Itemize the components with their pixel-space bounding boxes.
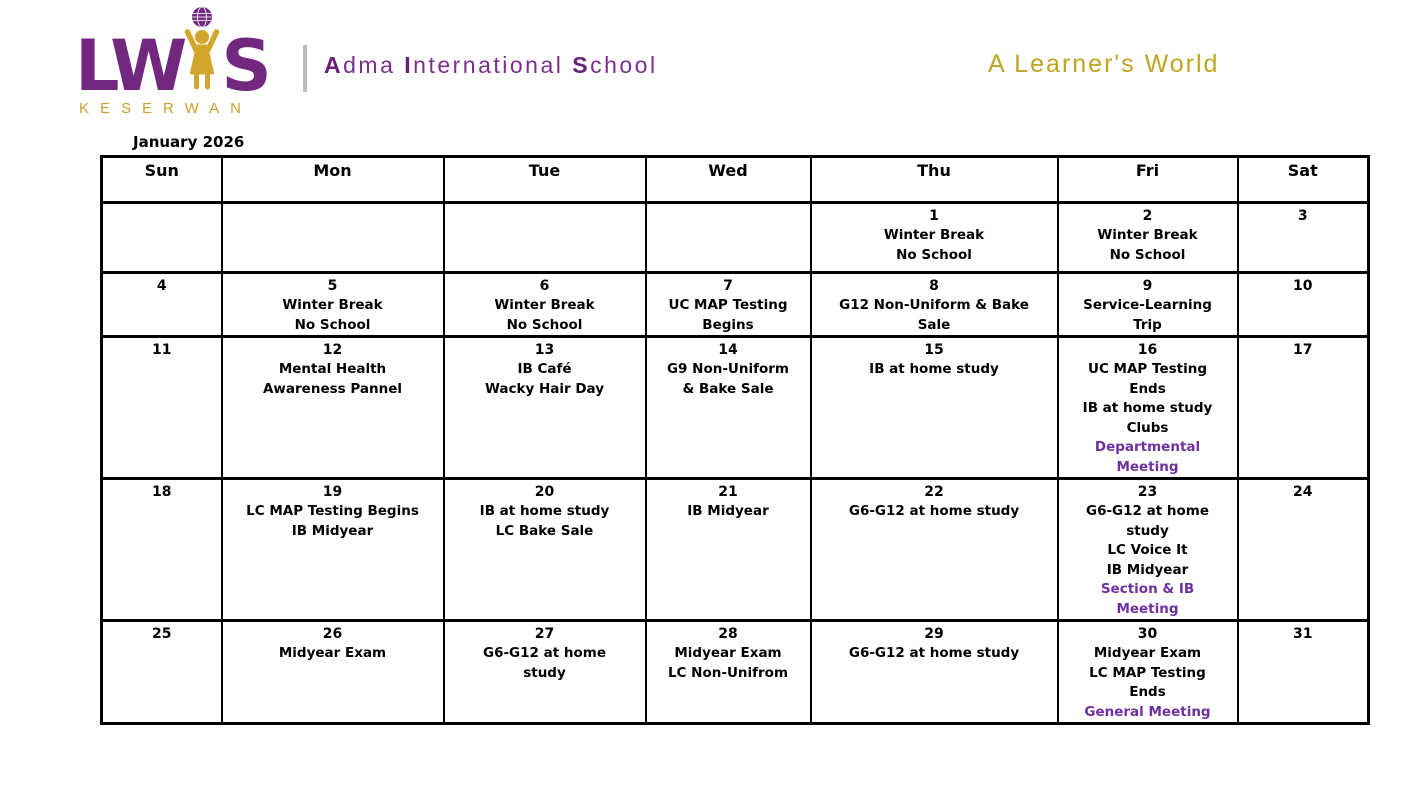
event-line: study [1126, 522, 1169, 539]
day-number: 5 [327, 278, 338, 294]
day-number: 21 [718, 484, 738, 500]
calendar-cell [222, 621, 444, 724]
meeting-event-line: Departmental [1094, 439, 1201, 455]
day-number: 27 [534, 626, 555, 642]
event-line: IB at home study [479, 503, 610, 519]
event-line: Midyear Exam [1093, 645, 1202, 661]
day-header-sun: Sun [102, 157, 222, 203]
event-line: Mental Health [278, 361, 387, 377]
event-line: IB Café [517, 361, 572, 377]
calendar-cell [646, 203, 811, 273]
event-line: LC MAP Testing [1089, 664, 1206, 681]
day-number: 18 [152, 484, 172, 500]
event-line: Service-Learning [1083, 297, 1212, 313]
event-line: Begins [702, 316, 754, 333]
event-line: IB Midyear [687, 503, 769, 519]
calendar-header-row [102, 157, 1369, 203]
day-number: 6 [539, 278, 550, 294]
calendar-cell [222, 337, 444, 479]
day-number: 24 [1293, 484, 1313, 500]
day-number: 8 [929, 278, 939, 294]
calendar-cell [102, 273, 222, 337]
calendar-cell [1058, 479, 1238, 621]
calendar-cell [444, 479, 646, 621]
event-line: G6-G12 at home [1085, 503, 1210, 519]
day-number: 30 [1137, 626, 1158, 642]
event-line: Wacky Hair Day [484, 380, 605, 397]
event-line: Winter Break [282, 297, 383, 313]
calendar-cell [811, 479, 1058, 621]
calendar-cell [811, 337, 1058, 479]
event-line: No School [1109, 246, 1186, 263]
calendar-cell [646, 273, 811, 337]
day-number: 4 [156, 278, 167, 294]
event-line: Sale [917, 316, 951, 333]
day-header-tue: Tue [444, 157, 646, 203]
day-number: 19 [322, 484, 343, 500]
day-number: 26 [322, 626, 343, 642]
event-line: Winter Break [494, 297, 595, 313]
event-line: UC MAP Testing [668, 297, 788, 313]
event-line: Trip [1133, 316, 1162, 333]
calendar-cell [102, 621, 222, 724]
event-line: LC Non-Unifrom [667, 664, 789, 681]
event-line: & Bake Sale [682, 380, 774, 397]
calendar-cell [102, 337, 222, 479]
day-number: 23 [1137, 484, 1158, 500]
day-number: 16 [1137, 342, 1158, 358]
event-line: Midyear Exam [674, 645, 782, 661]
logo-region-label: KESERWAN [79, 100, 253, 117]
school-logo [75, 6, 305, 117]
school-name: Adma International School [324, 52, 658, 78]
calendar-month-title: January 2026 [133, 133, 245, 151]
calendar-cell [811, 203, 1058, 273]
calendar-cell [1238, 203, 1369, 273]
calendar-week-row [102, 479, 1369, 621]
day-header-sat: Sat [1238, 157, 1369, 203]
event-line: G12 Non-Uniform & Bake [839, 297, 1029, 313]
calendar-cell [444, 273, 646, 337]
event-line: study [523, 664, 566, 681]
day-header-mon: Mon [222, 157, 444, 203]
calendar-body [102, 203, 1369, 724]
event-line: Ends [1129, 380, 1166, 397]
calendar-cell [444, 337, 646, 479]
day-number: 15 [924, 342, 944, 358]
day-number: 17 [1293, 342, 1313, 358]
day-number: 2 [1142, 208, 1153, 224]
logo-divider [303, 45, 307, 92]
day-number: 10 [1293, 278, 1313, 294]
calendar-cell [1238, 621, 1369, 724]
day-number: 13 [534, 342, 555, 358]
calendar-cell [222, 203, 444, 273]
event-line: G6-G12 at home study [848, 503, 1020, 519]
calendar-week-row [102, 273, 1369, 337]
day-number: 20 [534, 484, 555, 500]
event-line: Winter Break [1097, 227, 1198, 243]
day-header-wed: Wed [646, 157, 811, 203]
logo-lw-letters: LW [75, 24, 184, 107]
day-number: 31 [1293, 626, 1313, 642]
event-line: LC MAP Testing Begins [246, 503, 419, 519]
event-line: G9 Non-Uniform [666, 361, 790, 377]
calendar-cell [222, 479, 444, 621]
calendar-table [100, 155, 1370, 725]
event-line: Clubs [1126, 419, 1169, 436]
day-number: 1 [929, 208, 939, 224]
day-number: 14 [718, 342, 738, 358]
event-line: IB Midyear [1106, 561, 1189, 578]
meeting-event-line: Section & IB [1100, 581, 1195, 597]
calendar-week-row [102, 337, 1369, 479]
event-line: IB at home study [869, 361, 999, 377]
event-line: Ends [1129, 684, 1166, 700]
calendar-cell [1238, 337, 1369, 479]
meeting-event-line: Meeting [1116, 458, 1179, 475]
calendar-cell [1058, 273, 1238, 337]
calendar-cell [444, 621, 646, 724]
day-number: 29 [924, 626, 944, 642]
event-line: IB Midyear [291, 522, 374, 539]
calendar-cell [444, 203, 646, 273]
event-line: G6-G12 at home study [848, 645, 1020, 661]
calendar-cell [1058, 337, 1238, 479]
event-line: No School [294, 316, 371, 333]
event-line: UC MAP Testing [1087, 361, 1207, 377]
calendar-cell [646, 621, 811, 724]
day-number: 3 [1297, 208, 1308, 224]
event-line: G6-G12 at home [482, 645, 607, 661]
calendar-cell [1238, 273, 1369, 337]
calendar-cell [646, 479, 811, 621]
day-number: 11 [152, 342, 172, 358]
calendar-cell [811, 621, 1058, 724]
day-number: 25 [152, 626, 172, 642]
calendar-week-row [102, 621, 1369, 724]
calendar-cell [222, 273, 444, 337]
event-line: LC Voice It [1107, 542, 1188, 558]
calendar-cell [102, 203, 222, 273]
meeting-event-line: Meeting [1116, 600, 1179, 617]
day-header-fri: Fri [1058, 157, 1238, 203]
child-with-globe-icon [184, 6, 220, 98]
logo-s-letter: S [221, 24, 268, 107]
day-number: 28 [718, 626, 738, 642]
day-number: 7 [723, 278, 733, 294]
event-line: Awareness Pannel [262, 380, 403, 397]
day-number: 9 [1142, 278, 1153, 294]
calendar-cell [811, 273, 1058, 337]
meeting-event-line: General Meeting [1084, 703, 1211, 720]
school-tagline: A Learner's World [988, 50, 1220, 78]
day-number: 12 [322, 342, 343, 358]
calendar-week-row [102, 203, 1369, 273]
day-number: 22 [924, 484, 944, 500]
calendar-cell [1058, 203, 1238, 273]
event-line: No School [506, 316, 583, 333]
calendar-cell [102, 479, 222, 621]
event-line: IB at home study [1082, 400, 1213, 416]
day-header-thu: Thu [811, 157, 1058, 203]
event-line: LC Bake Sale [495, 522, 594, 539]
event-line: Winter Break [883, 227, 985, 243]
event-line: Midyear Exam [278, 645, 387, 661]
calendar-cell [1058, 621, 1238, 724]
event-line: No School [896, 246, 972, 263]
calendar-cell [1238, 479, 1369, 621]
calendar-cell [646, 337, 811, 479]
